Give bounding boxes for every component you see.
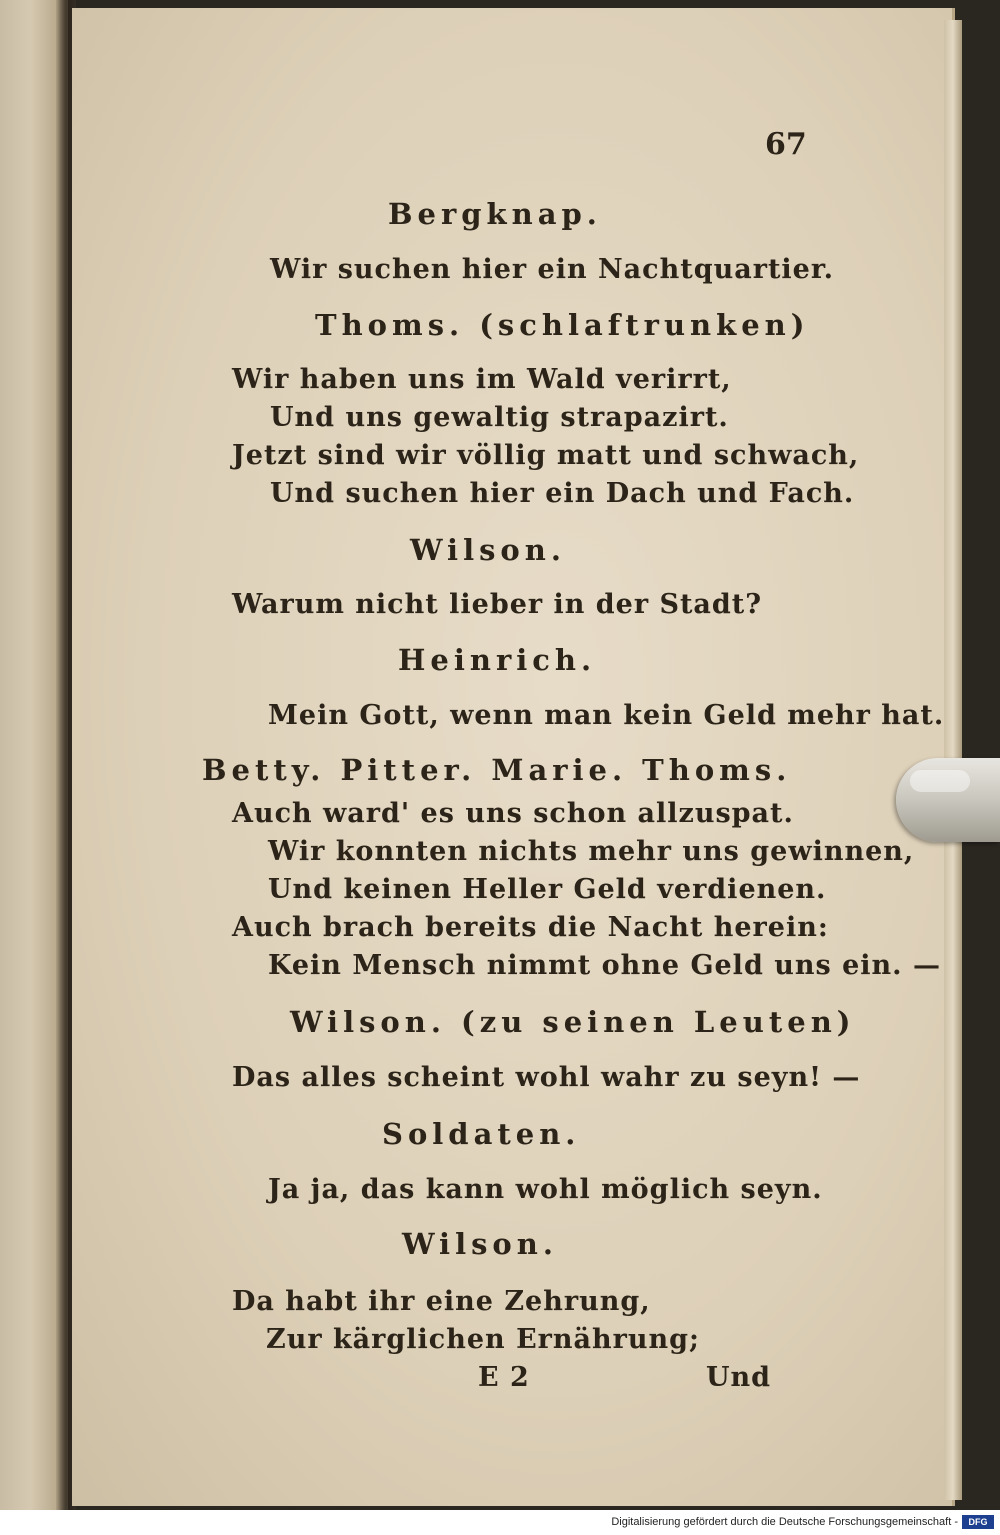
page-number: 67	[765, 127, 807, 162]
speaker-heading: Wilson.	[410, 533, 566, 567]
catchword: Und	[706, 1362, 772, 1393]
verse-line: Und keinen Heller Geld verdienen.	[268, 874, 827, 905]
verse-line: Mein Gott, wenn man kein Geld mehr hat.	[268, 700, 945, 731]
verse-line: Auch ward' es uns schon allzuspat.	[232, 798, 794, 829]
speaker-heading: Heinrich.	[398, 643, 597, 677]
speaker-heading: Thoms. (schlaftrunken)	[315, 308, 810, 342]
verse-line: Und uns gewaltig strapazirt.	[270, 402, 729, 433]
dfg-logo-icon: DFG	[962, 1515, 994, 1529]
speaker-heading: Bergknap.	[388, 197, 602, 231]
verse-line: Ja ja, das kann wohl möglich seyn.	[268, 1174, 823, 1205]
verse-line: Und suchen hier ein Dach und Fach.	[270, 478, 855, 509]
verse-line: Wir haben uns im Wald verirrt,	[232, 364, 732, 395]
footer-credit-text: Digitalisierung gefördert durch die Deutsche Forschungsgemeinschaft -	[611, 1516, 958, 1528]
verse-line: Auch brach bereits die Nacht herein:	[232, 912, 829, 943]
verse-line: Jetzt sind wir völlig matt und schwach,	[232, 440, 860, 471]
signature-mark: E 2	[478, 1362, 530, 1393]
verse-line: Kein Mensch nimmt ohne Geld uns ein. —	[268, 950, 941, 981]
page-clip-tab	[896, 758, 1000, 842]
verse-line: Da habt ihr eine Zehrung,	[232, 1286, 651, 1317]
speaker-heading: Wilson. (zu seinen Leuten)	[290, 1005, 856, 1039]
verse-line: Zur kärglichen Ernährung;	[266, 1324, 700, 1355]
speaker-heading: Wilson.	[402, 1227, 558, 1261]
speaker-heading: Betty. Pitter. Marie. Thoms.	[202, 753, 792, 787]
verse-line: Wir suchen hier ein Nachtquartier.	[270, 254, 834, 285]
digitization-footer	[0, 1510, 1000, 1535]
verse-line: Das alles scheint wohl wahr zu seyn! —	[232, 1062, 861, 1093]
speaker-heading: Soldaten.	[382, 1117, 581, 1151]
verse-line: Warum nicht lieber in der Stadt?	[232, 589, 763, 620]
verse-line: Wir konnten nichts mehr uns gewinnen,	[268, 836, 915, 867]
